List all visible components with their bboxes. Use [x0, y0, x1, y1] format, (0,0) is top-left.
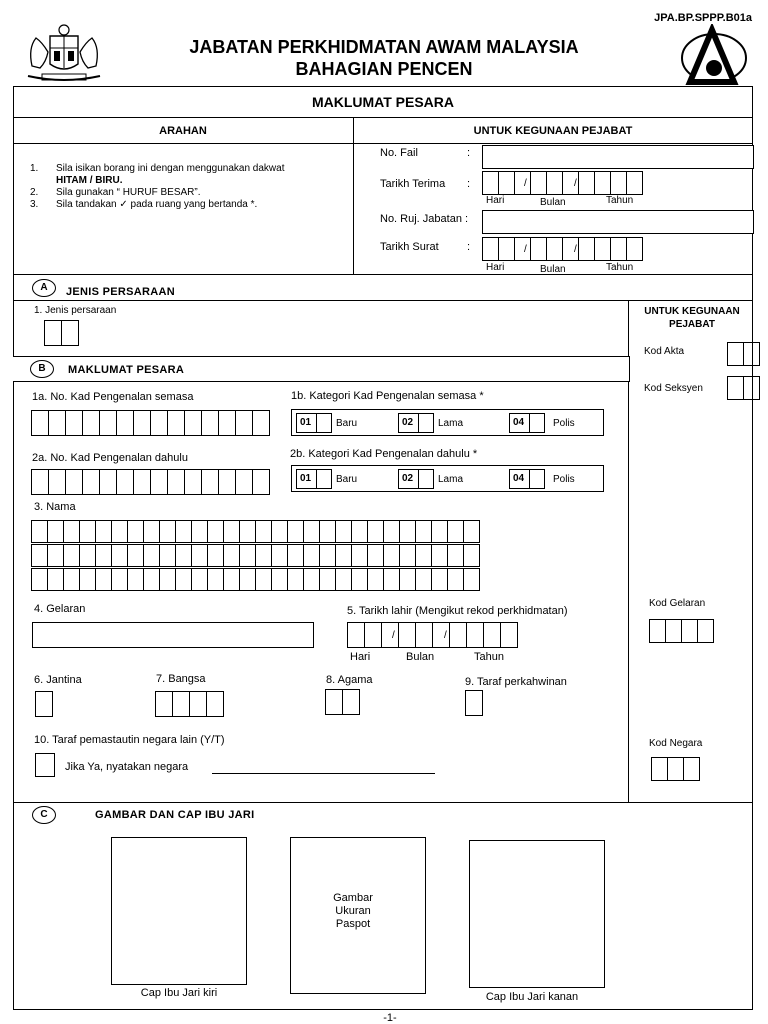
right-thumbprint-label: Cap Ibu Jari kanan — [485, 991, 579, 1003]
hari-label: Hari — [350, 651, 371, 663]
form-code: JPA.BP.SPPP.B01a — [654, 12, 752, 24]
kod-gelaran-field[interactable] — [649, 619, 713, 643]
slash: / — [444, 630, 447, 641]
hari-label: Hari — [486, 195, 505, 206]
arahan-heading: ARAHAN — [159, 125, 207, 137]
jpa-logo — [676, 24, 748, 88]
kod-seksyen-field[interactable] — [727, 376, 759, 400]
slash: / — [392, 630, 395, 641]
nama-row-1[interactable] — [31, 520, 479, 543]
colon: : — [467, 147, 471, 159]
no-fail-label: No. Fail — [380, 147, 418, 159]
bangsa-label: 7. Bangsa — [156, 673, 206, 685]
ic-category-previous-label: 2b. Kategori Kad Pengenalan dahulu * — [290, 448, 478, 460]
tahun-label: Tahun — [474, 651, 504, 663]
slash: / — [574, 244, 577, 255]
hari-label: Hari — [486, 262, 505, 273]
ic-category-current-label: 1b. Kategori Kad Pengenalan semasa * — [291, 390, 484, 402]
passport-photo-label: Gambar Ukuran Paspot — [333, 892, 373, 930]
jenis-persaraan-field[interactable] — [44, 320, 78, 346]
left-thumbprint-box[interactable] — [111, 837, 247, 985]
arahan-item: 1. Sila isikan borang ini dengan menggunakan dakwat HITAM / BIRU. — [30, 163, 285, 186]
nama-row-2[interactable] — [31, 544, 479, 567]
no-fail-field[interactable] — [482, 145, 754, 169]
section-c-marker: C — [32, 806, 56, 824]
office-use-heading: UNTUK KEGUNAAN PEJABAT — [473, 125, 633, 137]
agama-field[interactable] — [325, 689, 359, 715]
ic-current-field[interactable] — [31, 410, 269, 436]
category-baru[interactable]: 01 Baru — [296, 413, 357, 433]
negara-label: Jika Ya, nyatakan negara — [65, 761, 189, 773]
page-title — [120, 36, 648, 80]
colon: : — [467, 178, 471, 190]
gelaran-field[interactable] — [32, 622, 314, 648]
slash: / — [524, 244, 527, 255]
title-line-2: BAHAGIAN PENCEN — [295, 59, 473, 79]
tarikh-lahir-label: 5. Tarikh lahir (Mengikut rekod perkhidmatan) — [347, 605, 568, 617]
nama-row-3[interactable] — [31, 568, 479, 591]
bulan-label: Bulan — [540, 264, 566, 275]
slash: / — [524, 178, 527, 189]
ic-previous-label: 2a. No. Kad Pengenalan dahulu — [32, 452, 188, 464]
left-thumbprint-label: Cap Ibu Jari kiri — [140, 987, 218, 999]
tarikh-surat-field[interactable] — [482, 237, 642, 261]
kod-akta-label: Kod Akta — [644, 346, 685, 357]
section-c-title: GAMBAR DAN CAP IBU JARI — [95, 809, 255, 821]
negara-line[interactable] — [212, 773, 435, 774]
kod-seksyen-label: Kod Seksyen — [644, 383, 703, 394]
category-lama[interactable]: 02 Lama — [398, 413, 463, 433]
colon: : — [467, 241, 471, 253]
arahan-item: 3. Sila tandakan ✓ pada ruang yang bertanda *. — [30, 199, 258, 210]
page-number: -1- — [383, 1012, 397, 1024]
tahun-label: Tahun — [606, 195, 634, 206]
form-title: MAKLUMAT PESARA — [311, 94, 455, 110]
category-polis[interactable]: 04 Polis — [509, 469, 575, 489]
kod-gelaran-label: Kod Gelaran — [649, 598, 706, 609]
kod-akta-field[interactable] — [727, 342, 759, 366]
category-lama[interactable]: 02 Lama — [398, 469, 463, 489]
jantina-label: 6. Jantina — [34, 674, 82, 686]
right-thumbprint-box[interactable] — [469, 840, 605, 988]
tarikh-terima-field[interactable] — [482, 171, 642, 195]
tahun-label: Tahun — [606, 262, 634, 273]
section-a-marker: A — [32, 279, 56, 297]
kod-negara-label: Kod Negara — [649, 738, 703, 749]
agama-label: 8. Agama — [326, 674, 373, 686]
no-ruj-label: No. Ruj. Jabatan : — [380, 213, 469, 225]
taraf-perkahwinan-field[interactable] — [465, 690, 482, 716]
jenis-persaraan-label: 1. Jenis persaraan — [34, 305, 117, 316]
taraf-pemastautin-field[interactable] — [35, 753, 54, 777]
category-polis[interactable]: 04 Polis — [509, 413, 575, 433]
section-b-marker: B — [30, 360, 54, 378]
category-baru[interactable]: 01 Baru — [296, 469, 357, 489]
kod-negara-field[interactable] — [651, 757, 699, 781]
arahan-list — [30, 163, 350, 211]
no-ruj-field[interactable] — [482, 210, 754, 234]
tarikh-surat-label: Tarikh Surat — [380, 241, 439, 253]
bulan-label: Bulan — [406, 651, 435, 663]
section-a-title: JENIS PERSARAAN — [66, 286, 176, 298]
malaysia-crest-logo — [22, 22, 106, 88]
ic-previous-field[interactable] — [31, 469, 269, 495]
bulan-label: Bulan — [540, 197, 566, 208]
tarikh-terima-label: Tarikh Terima — [380, 178, 446, 190]
taraf-perkahwinan-label: 9. Taraf perkahwinan — [465, 676, 567, 688]
nama-label: 3. Nama — [34, 501, 76, 513]
taraf-pemastautin-label: 10. Taraf pemastautin negara lain (Y/T) — [34, 734, 225, 746]
gelaran-label: 4. Gelaran — [34, 603, 86, 615]
bangsa-field[interactable] — [155, 691, 223, 717]
ic-current-label: 1a. No. Kad Pengenalan semasa — [32, 391, 194, 403]
title-line-1: JABATAN PERKHIDMATAN AWAM MALAYSIA — [189, 37, 579, 57]
section-b-title: MAKLUMAT PESARA — [68, 364, 185, 376]
arahan-item: 2. Sila gunakan “ HURUF BESAR”. — [30, 187, 201, 198]
slash: / — [574, 178, 577, 189]
side-panel-heading: UNTUK KEGUNAAN PEJABAT — [644, 306, 740, 330]
tarikh-lahir-field[interactable] — [347, 622, 517, 648]
jantina-field[interactable] — [35, 691, 52, 717]
